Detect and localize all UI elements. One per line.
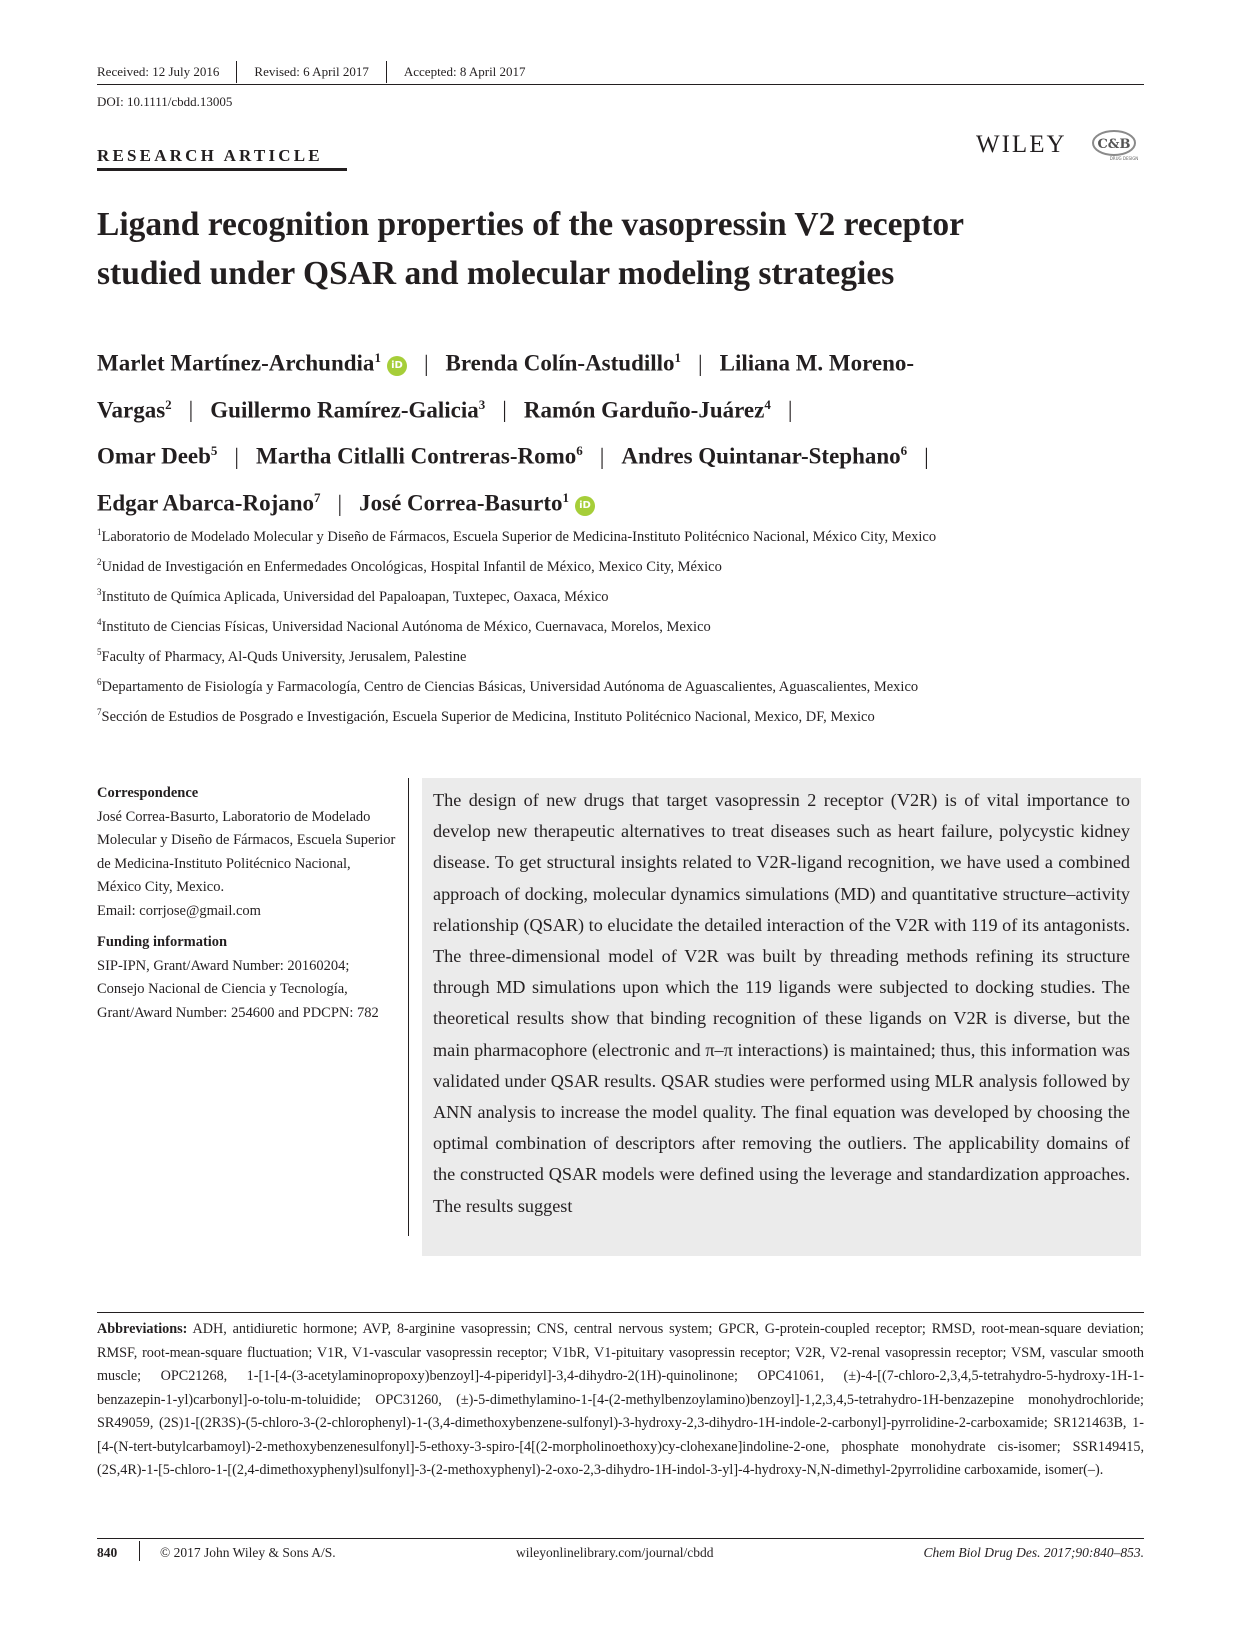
affiliation-text: Instituto de Ciencias Físicas, Universidad Nacional Autónoma de México, Cuernavaca, Morelos, Mexico [101, 618, 711, 635]
affiliation-text: Departamento de Fisiología y Farmacología, Centro de Ciencias Básicas, Universidad Autónoma de Aguascalientes, Aguascalientes, Mexico [101, 678, 919, 695]
journal-logo-icon [1090, 128, 1140, 162]
author-name[interactable]: José Correa-Basurto [359, 490, 563, 516]
publication-dates [97, 61, 526, 83]
affiliation-text: Instituto de Química Aplicada, Universidad del Papaloapan, Tuxtepec, Oaxaca, México [101, 588, 609, 605]
author-name[interactable]: Martha Citlalli Contreras-Romo [256, 443, 577, 469]
affiliation-item [97, 527, 1157, 557]
author-list: Marlet Martínez-Archundia$^1$iD | Brenda Colín-Astudillo$^1$ | Liliana M. Moreno- Vargas$^2$ | Guillermo Ramírez-Galicia$^3$ | Ramón Garduño-Juárez$^4$ | Omar Deeb$^5$ | Martha Citlalli Contreras-Romo$^6$ | Andres Quintanar-Stephano$^6$ | Edgar Abarca-Rojano$^7$ | José Correa-Basurto$^1$iD [97, 350, 929, 516]
article-title [97, 200, 1157, 298]
doi[interactable]: DOI: 10.1111/cbdd.13005 [97, 94, 233, 109]
affiliation-number: 7 [97, 707, 102, 717]
abbreviations-text: ADH, antidiuretic hormone; AVP, 8-arginine vasopressin; CNS, central nervous system; GPCR, G-protein-coupled receptor; RMSD, root-mean-square deviation; RMSF, root-mean-square fluctuation; V1R, V1-vascular vasopressin receptor; V1bR, V1-pituitary vasopressin receptor; V2R, V2-renal vasopressin receptor; VSM, vascular smooth muscle; OPC21268, 1-[1-[4-(3-acetylaminopropoxy)benzoyl]-4-piperidyl]-3,4-dihydro-2(1H)-quinolinone; OPC41061, (±)-4-[(7-chloro-2,3,4,5-tetrahydro-5-hydroxy-1H-1-benzazepin-1-yl)carbonyl]-o-tolu-m-toluidide; OPC31260, (±)-5-dimethylamino-1-[4-(2-methylbenzoylamino)benzoyl]-1,2,3,4,5-tetrahydro-1H-benzazepine monohydrochloride; SR49059, (2S)1-[(2R3S)-(5-chloro-3-(2-chlorophenyl)-1-(3,4-dimethoxybenzene-sulfonyl)-3-hydroxy-2,3-dihydro-1H-indole-2-carbonyl]-pyrrolidine-2-carboxamide; SR121463B, 1-[4-(N-tert-butylcarbamoyl)-2-methoxybenzenesulfonyl]-5-ethoxy-3-spiro-[4[(2-morpholinoethoxy)cy-clohexane]indoline-2-one, phosphate monohydrate cis-isomer; SSR149415, (2S,4R)-1-[5-chloro-1-[(2,4-dimethoxyphenyl)sulfonyl]-3-(2-methoxyphenyl)-2-oxo-2,3-dihydro-1H-indol-3-yl]-4-hydroxy-N,N-dimethyl-2pyrrolidine carboxamide, isomer(–). [97, 1321, 1144, 1478]
author-name[interactable]: Ramón Garduño-Juárez [523, 397, 765, 423]
author-name[interactable]: Andres Quintanar-Stephano [621, 443, 901, 469]
author-affiliation-mark: 2 [165, 396, 172, 412]
author-name[interactable]: Guillermo Ramírez-Galicia [210, 397, 479, 423]
orcid-icon[interactable]: iD [387, 356, 407, 376]
received-date: Received: 12 July 2016 [97, 64, 220, 79]
affiliation-item [97, 617, 1157, 647]
title-line: Ligand recognition properties of the vasopressin V2 receptor [97, 206, 964, 243]
author-affiliation-mark: 1 [562, 489, 569, 505]
funding-heading: Funding information [97, 934, 228, 950]
citation-text: Chem Biol Drug Des. 2017;90:840–853. [923, 1545, 1144, 1560]
author-affiliation-mark: 7 [314, 489, 321, 505]
copyright: © 2017 John Wiley & Sons A/S. [160, 1545, 336, 1560]
author-affiliation-mark: 1 [374, 350, 381, 365]
affiliation-text: Laboratorio de Modelado Molecular y Diseño de Fármacos, Escuela Superior de Medicina-Instituto Politécnico Nacional, México City, Mexico [101, 528, 937, 545]
author-affiliation-mark: 4 [764, 396, 771, 412]
author-name[interactable]: Marlet Martínez-Archundia [97, 350, 375, 376]
accepted-date: Accepted: 8 April 2017 [403, 64, 526, 79]
author-affiliation-mark: 1 [674, 350, 682, 365]
correspondence-email[interactable]: Email: corrjose@gmail.com [97, 902, 261, 919]
author-name[interactable]: Liliana M. Moreno- [719, 350, 915, 376]
page-number: 840 [97, 1545, 118, 1560]
author-affiliation-mark: 3 [478, 396, 486, 412]
affiliation-number: 5 [97, 647, 102, 657]
article-type-underline [97, 168, 347, 171]
author-name[interactable]: Vargas [97, 397, 166, 423]
correspondence-heading: Correspondence [97, 785, 199, 801]
citation [905, 1545, 1144, 1561]
affiliation-list [97, 527, 1157, 737]
affiliation-item [97, 707, 1157, 737]
correspondence-body: José Correa-Basurto, Laboratorio de Modelado Molecular y Diseño de Fármacos, Escuela Superior de Medicina-Instituto Politécnico Nacional, México City, Mexico. [97, 808, 396, 895]
date-divider [236, 61, 237, 83]
footer-divider [139, 1541, 140, 1561]
affiliation-number: 1 [97, 527, 102, 537]
author-affiliation-mark: 6 [576, 443, 583, 459]
author-name[interactable]: Brenda Colín-Astudillo [445, 350, 675, 376]
publisher-logo: WILEY [976, 131, 1067, 158]
title-line: studied under QSAR and molecular modeling strategies [97, 255, 895, 292]
affiliation-text: Unidad de Investigación en Enfermedades Oncológicas, Hospital Infantil de México, Mexico City, México [101, 558, 722, 575]
affiliation-item [97, 587, 1157, 617]
affiliation-text: Faculty of Pharmacy, Al-Quds University, Jerusalem, Palestine [101, 648, 467, 665]
abbreviations-block [97, 1318, 1144, 1483]
revised-date: Revised: 6 April 2017 [254, 64, 369, 79]
author-affiliation-mark: 6 [900, 443, 908, 459]
affiliation-item [97, 557, 1157, 587]
author-name[interactable]: Edgar Abarca-Rojano [97, 490, 315, 516]
affiliation-number: 3 [97, 587, 102, 597]
affiliation-number: 6 [97, 677, 102, 687]
orcid-icon[interactable]: iD [575, 496, 595, 516]
column-divider [408, 778, 409, 1236]
article-type: RESEARCH ARTICLE [97, 146, 323, 165]
journal-logo-small: DRUG DESIGN [1109, 156, 1139, 161]
affiliation-item [97, 647, 1157, 677]
abbreviations-label: Abbreviations: [97, 1321, 188, 1337]
affiliation-text: Sección de Estudios de Posgrado e Investigación, Escuela Superior de Medicina, Instituto Politécnico Nacional, Mexico, DF, Mexico [101, 708, 875, 725]
author-affiliation-mark: 5 [210, 443, 218, 459]
journal-url[interactable]: wileyonlinelibrary.com/journal/cbdd [516, 1545, 714, 1560]
date-divider [386, 61, 387, 83]
abbreviations-rule [97, 1312, 1144, 1313]
footer-rule [97, 1538, 1144, 1539]
sidebar-info [97, 782, 397, 1025]
affiliation-number: 2 [97, 557, 102, 567]
header-rule [97, 84, 1144, 85]
affiliation-number: 4 [97, 617, 102, 627]
journal-logo-text: C&B [1097, 137, 1131, 152]
abstract-text: The design of new drugs that target vasopressin 2 receptor (V2R) is of vital importance to develop new therapeutic alternatives to treat diseases such as heart failure, polycystic kidney disease. To get structural insights related to V2R-ligand recognition, we have used a combined approach of docking, molecular dynamics simulations (MD) and quantitative structure–activity relationship (QSAR) to elucidate the detailed interaction of the V2R with 119 of its antagonists. The three-dimensional model of V2R was built by threading methods refining its structure through MD simulations upon which the 119 ligands were subjected to docking studies. The theoretical results show that binding recognition of these ligands on V2R is diverse, but the main pharmacophore (electronic and π–π interactions) is maintained; thus, this information was validated under QSAR results. QSAR studies were performed using MLR analysis followed by ANN analysis to increase the model quality. The final equation was developed by choosing the optimal combination of descriptors after removing the outliers. The applicability domains of the constructed QSAR models were defined using the leverage and standardization approaches. The results suggest [433, 790, 1130, 1216]
funding-body: SIP-IPN, Grant/Award Number: 20160204; Consejo Nacional de Ciencia y Tecnología, Grant/Award Number: 254600 and PDCPN: 782 [97, 957, 379, 1021]
author-name[interactable]: Omar Deeb [97, 443, 211, 469]
affiliation-item [97, 677, 1157, 707]
